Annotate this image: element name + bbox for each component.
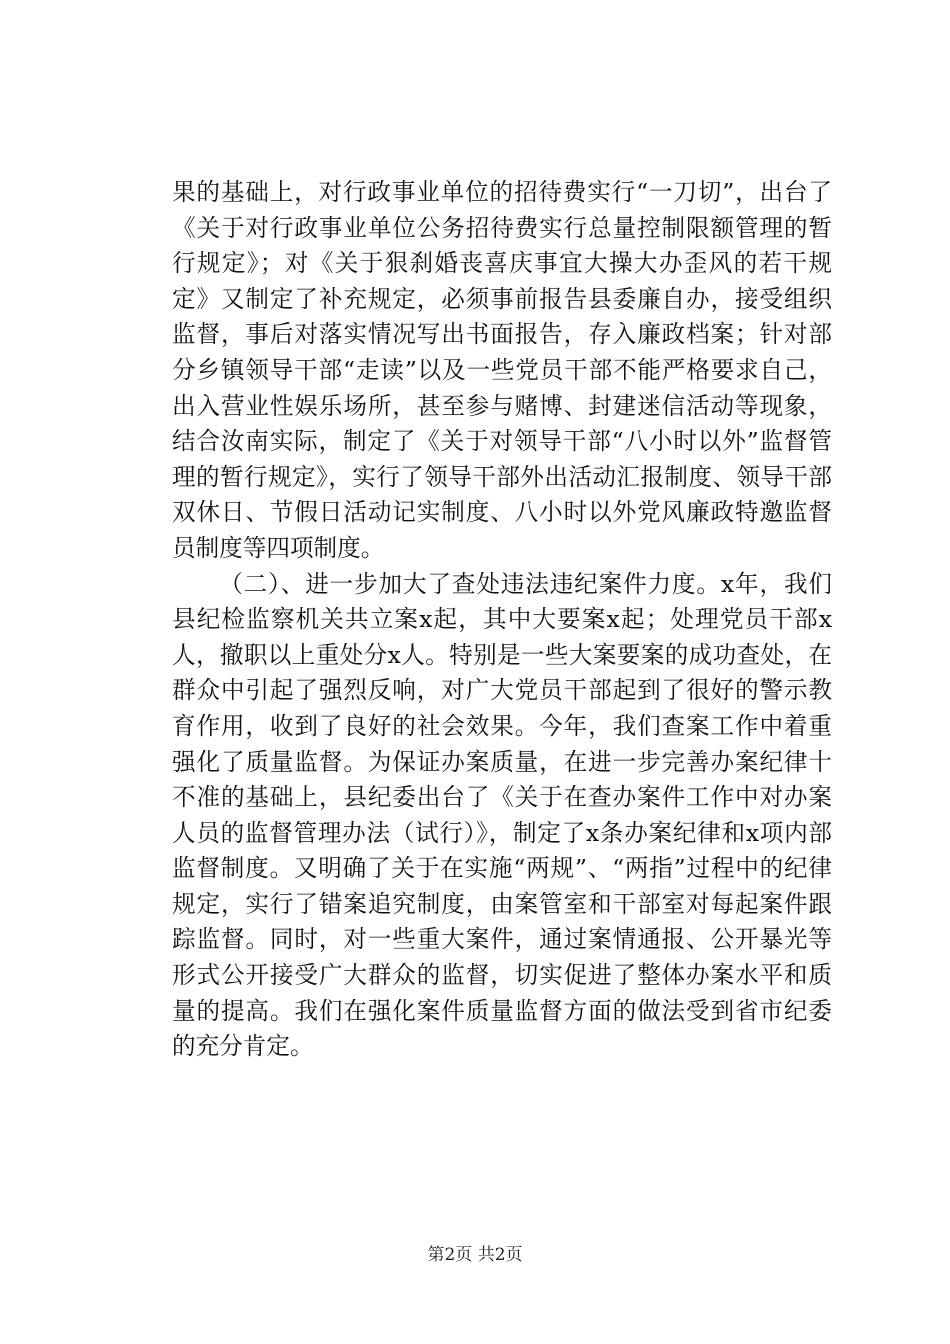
page-footer: 第2页 共2页 <box>427 1245 523 1265</box>
paragraph-2: （二）、进一步加大了查处违法违纪案件力度。x年，我们县纪检监察机关共立案x起，其中大要案x起；处理党员干部x人，撤职以上重处分x人。特别是一些大案要案的成功查处，在群众中引起了强烈反响，对广大党员干部起到了很好的警示教育作用，收到了良好的社会效果。今年，我们查案工作中着重强化了质量监督。为保证办案质量，在进一步完善办案纪律十不准的基础上，县纪委出台了《关于在查办案件工作中对办案人员的监督管理办法（试行）》，制定了x条办案纪律和x项内部监督制度。又明确了关于在实施“两规”、“两指”过程中的纪律规定，实行了错案追究制度，由案管室和干部室对每起案件跟踪监督。同时，对一些重大案件，通过案情通报、公开暴光等形式公开接受广大群众的监督，切实促进了整体办案水平和质量的提高。我们在强化案件质量监督方面的做法受到省市纪委的充分肯定。 <box>172 569 832 1061</box>
paragraph-1: 果的基础上，对行政事业单位的招待费实行“一刀切”，出台了《关于对行政事业单位公务招待费实行总量控制限额管理的暂行规定》；对《关于狠刹婚丧喜庆事宜大操大办歪风的若干规定》又制定了补充规定，必须事前报告县委廉自办，接受组织监督，事后对落实情况写出书面报告，存入廉政档案；针对部分乡镇领导干部“走读”以及一些党员干部不能严格要求自己，出入营业性娱乐场所，甚至参与赌博、封建迷信活动等现象，结合汝南实际，制定了《关于对领导干部“八小时以外”监督管理的暂行规定》，实行了领导干部外出活动汇报制度、领导干部双休日、节假日活动记实制度、八小时以外党风廉政特邀监督员制度等四项制度。 <box>172 178 832 562</box>
document-body <box>172 175 832 1065</box>
